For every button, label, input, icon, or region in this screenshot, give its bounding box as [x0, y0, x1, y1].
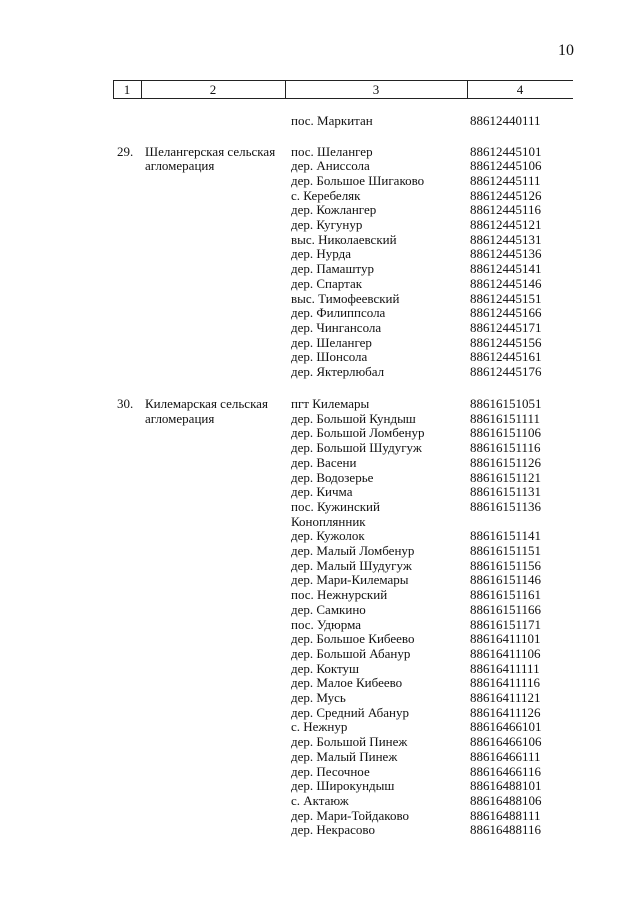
oktmo-code: 88616151131 — [470, 484, 542, 500]
oktmo-code: 88612445146 — [470, 275, 542, 291]
oktmo-code: 88612445106 — [470, 158, 542, 174]
group-title-line: агломерация — [145, 410, 215, 426]
settlement-name: дер. Шонсола — [291, 349, 368, 365]
header-col-1: 1 — [123, 82, 131, 97]
settlement-name: с. Керебеляк — [291, 187, 361, 203]
header-top-rule — [113, 80, 573, 81]
settlement-name: дер. Кичма — [291, 484, 353, 500]
oktmo-code: 88612445121 — [470, 217, 542, 232]
settlement-name: Коноплянник — [291, 513, 366, 529]
settlement-name: дер. Водозерье — [291, 469, 374, 485]
oktmo-code: 88616151111 — [470, 410, 541, 426]
oktmo-code: 88612445161 — [470, 349, 542, 365]
settlement-name: дер. Большое Кибеево — [291, 631, 415, 647]
settlement-name: дер. Большое Шигаково — [291, 172, 425, 188]
page-number: 10 — [558, 42, 574, 59]
header-bottom-rule — [113, 98, 573, 99]
settlement-name: дер. Кожлангер — [291, 202, 377, 218]
oktmo-code: 88612445176 — [470, 364, 542, 379]
oktmo-code: 88612445171 — [470, 319, 542, 335]
oktmo-code: 88612445111 — [470, 172, 541, 188]
oktmo-code: 88612445116 — [470, 202, 542, 218]
oktmo-code: 88616488111 — [470, 807, 541, 823]
settlement-name: дер. Некрасово — [291, 822, 375, 838]
settlement-name: дер. Малый Пинеж — [291, 748, 398, 764]
settlement-name: дер. Самкино — [291, 601, 366, 617]
oktmo-code: 88612445101 — [470, 143, 542, 159]
settlement-name: дер. Большой Кундыш — [291, 410, 416, 426]
settlement-name: дер. Песочное — [291, 763, 370, 779]
oktmo-code: 88616488116 — [470, 822, 542, 838]
settlement-name: пгт Килемары — [291, 396, 370, 411]
oktmo-code: 88616411101 — [470, 631, 541, 647]
oktmo-code: 88616151146 — [470, 572, 542, 588]
oktmo-code: 88612445156 — [470, 334, 542, 350]
settlement-name: дер. Мусь — [291, 690, 346, 705]
settlement-name: дер. Кужолок — [291, 528, 365, 544]
settlement-name: дер. Памаштур — [291, 261, 374, 277]
oktmo-code: 88616151121 — [470, 469, 542, 485]
header-col-3: 3 — [372, 82, 380, 97]
table-header — [113, 80, 573, 98]
settlement-name: дер. Малый Шудугуж — [291, 557, 412, 573]
settlement-name: пос. Удюрма — [291, 616, 361, 632]
settlement-name: выс. Тимофеевский — [291, 290, 400, 306]
settlement-name: дер. Большой Абанур — [291, 645, 411, 661]
settlement-name: дер. Мари-Килемары — [291, 572, 409, 588]
settlement-name: выс. Николаевский — [291, 231, 397, 247]
settlement-name: дер. Малый Ломбенур — [291, 543, 415, 558]
settlement-name: дер. Большой Шудугуж — [291, 440, 422, 456]
oktmo-code: 88612440111 — [470, 113, 541, 128]
oktmo-code: 88616488106 — [470, 792, 542, 808]
settlement-name: дер. Малое Кибеево — [291, 675, 403, 691]
oktmo-code: 88616151171 — [470, 616, 542, 632]
oktmo-code: 88612445166 — [470, 305, 542, 321]
oktmo-code: 88616151141 — [470, 528, 542, 544]
oktmo-code: 88616151136 — [470, 498, 542, 514]
oktmo-code: 88616151106 — [470, 425, 542, 441]
group-title-line: Килемарская сельская — [145, 396, 268, 411]
settlement-name: дер. Чингансола — [291, 319, 382, 335]
settlement-name: пос. Шелангер — [291, 143, 373, 159]
oktmo-code: 88612445141 — [470, 261, 542, 277]
oktmo-code: 88616151166 — [470, 601, 542, 617]
settlement-name: дер. Кугунур — [291, 217, 363, 232]
group-number: 30. — [117, 396, 134, 411]
oktmo-code: 88616151051 — [470, 396, 542, 411]
oktmo-code: 88616411126 — [470, 704, 541, 720]
oktmo-code: 88616151161 — [470, 587, 542, 603]
group-title-line: Шелангерская сельская — [145, 143, 276, 159]
settlement-name: дер. Большой Ломбенур — [291, 425, 425, 441]
oktmo-code: 88616466101 — [470, 719, 542, 735]
header-col-2: 2 — [209, 82, 217, 97]
oktmo-code: 88616411111 — [470, 660, 540, 676]
oktmo-code: 88616411116 — [470, 675, 541, 691]
oktmo-code: 88612445151 — [470, 290, 542, 306]
settlement-name: дер. Мари-Тойдаково — [291, 807, 410, 823]
settlement-name: дер. Большой Пинеж — [291, 734, 408, 750]
settlement-name: пос. Маркитан — [291, 113, 373, 128]
oktmo-code: 88616151126 — [470, 454, 542, 470]
oktmo-code: 88616151156 — [470, 557, 542, 573]
settlement-name: дер. Нурда — [291, 246, 351, 262]
oktmo-code: 88612445136 — [470, 246, 542, 262]
oktmo-code: 88616466106 — [470, 734, 542, 750]
oktmo-code: 88612445131 — [470, 231, 542, 247]
settlement-name: дер. Аниссола — [291, 158, 370, 174]
oktmo-code: 88616466111 — [470, 748, 541, 764]
settlement-name: пос. Кужинский — [291, 498, 380, 514]
header-col-4: 4 — [516, 82, 524, 97]
settlement-name: дер. Спартак — [291, 275, 363, 291]
oktmo-code: 88616151116 — [470, 440, 541, 456]
settlement-name: дер. Яктерлюбал — [291, 364, 385, 379]
settlement-name: дер. Средний Абанур — [291, 704, 409, 720]
settlement-name: дер. Васени — [291, 454, 357, 470]
oktmo-code: 88612445126 — [470, 187, 542, 203]
oktmo-code: 88616466116 — [470, 763, 542, 779]
settlement-name: пос. Нежнурский — [291, 587, 388, 603]
oktmo-code: 88616488101 — [470, 778, 542, 794]
oktmo-code: 88616411106 — [470, 645, 541, 661]
settlement-name: дер. Филиппсола — [291, 305, 386, 321]
settlement-name: дер. Коктуш — [291, 660, 360, 676]
oktmo-code: 88616151151 — [470, 543, 542, 558]
group-number: 29. — [117, 143, 134, 159]
group-title-line: агломерация — [145, 158, 215, 174]
oktmo-code: 88616411121 — [470, 690, 541, 705]
settlement-name: дер. Широкундыш — [291, 778, 395, 794]
settlement-name: с. Нежнур — [291, 719, 348, 735]
settlement-name: дер. Шелангер — [291, 334, 372, 350]
settlement-name: с. Актаюж — [291, 792, 349, 808]
